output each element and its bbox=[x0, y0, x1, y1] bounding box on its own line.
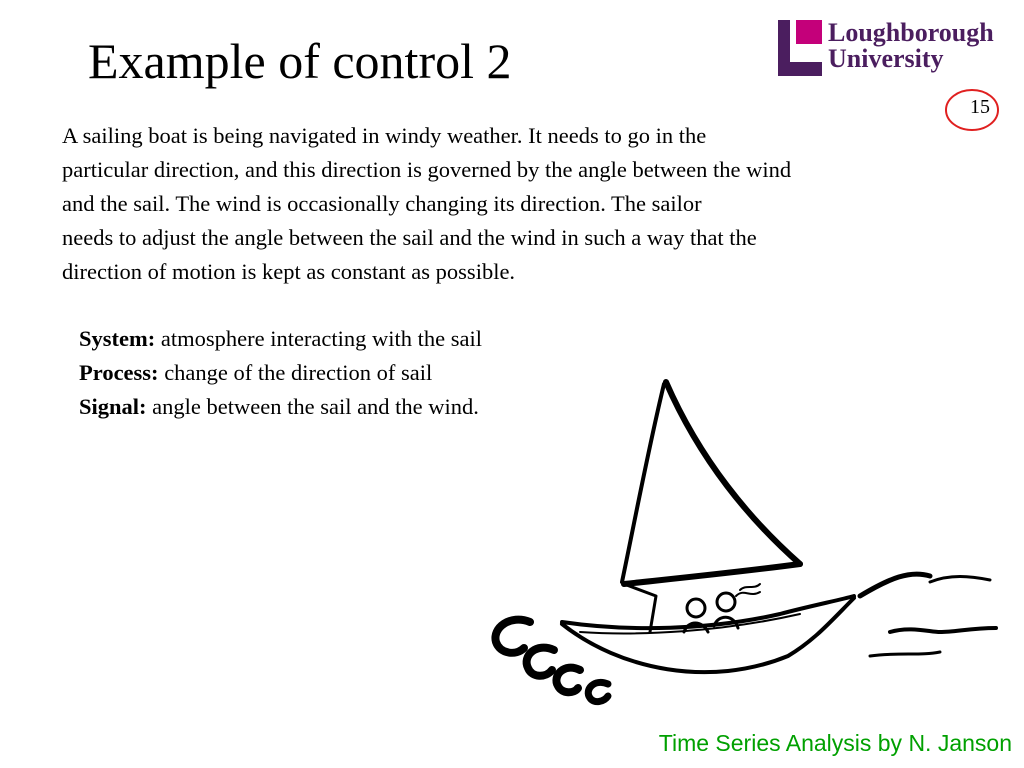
definition-process bbox=[79, 356, 482, 390]
definitions-list bbox=[79, 322, 482, 424]
intro-line: A sailing boat is being navigated in windy weather. It needs to go in the bbox=[62, 123, 707, 148]
definition-text: angle between the sail and the wind. bbox=[146, 394, 479, 419]
page-number: 15 bbox=[970, 96, 990, 118]
intro-paragraph bbox=[62, 119, 791, 289]
logo-line-1: Loughborough bbox=[828, 18, 994, 47]
definition-term: Process: bbox=[79, 360, 159, 385]
definition-system bbox=[79, 322, 482, 356]
definition-term: Signal: bbox=[79, 394, 147, 419]
footer-credit: Time Series Analysis by N. Janson bbox=[658, 730, 1012, 756]
intro-line: needs to adjust the angle between the sail and the wind in such a way that the bbox=[62, 225, 757, 250]
sailboat-drawing-icon bbox=[470, 370, 1010, 710]
page-number-badge bbox=[938, 88, 1000, 132]
definition-signal bbox=[79, 390, 482, 424]
university-logo bbox=[776, 18, 1022, 82]
page-number-circle-icon bbox=[938, 88, 1000, 132]
intro-line: particular direction, and this direction is governed by the angle between the wind bbox=[62, 157, 792, 182]
definition-term: System: bbox=[79, 326, 156, 351]
intro-line: direction of motion is kept as constant as possible. bbox=[62, 259, 516, 284]
intro-line: and the sail. The wind is occasionally changing its direction. The sailor bbox=[62, 191, 702, 216]
definition-text: change of the direction of sail bbox=[158, 360, 433, 385]
logo-mark-icon bbox=[776, 18, 824, 78]
logo-line-2: University bbox=[828, 44, 944, 73]
definition-text: atmosphere interacting with the sail bbox=[155, 326, 483, 351]
slide-title: Example of control 2 bbox=[88, 33, 512, 89]
